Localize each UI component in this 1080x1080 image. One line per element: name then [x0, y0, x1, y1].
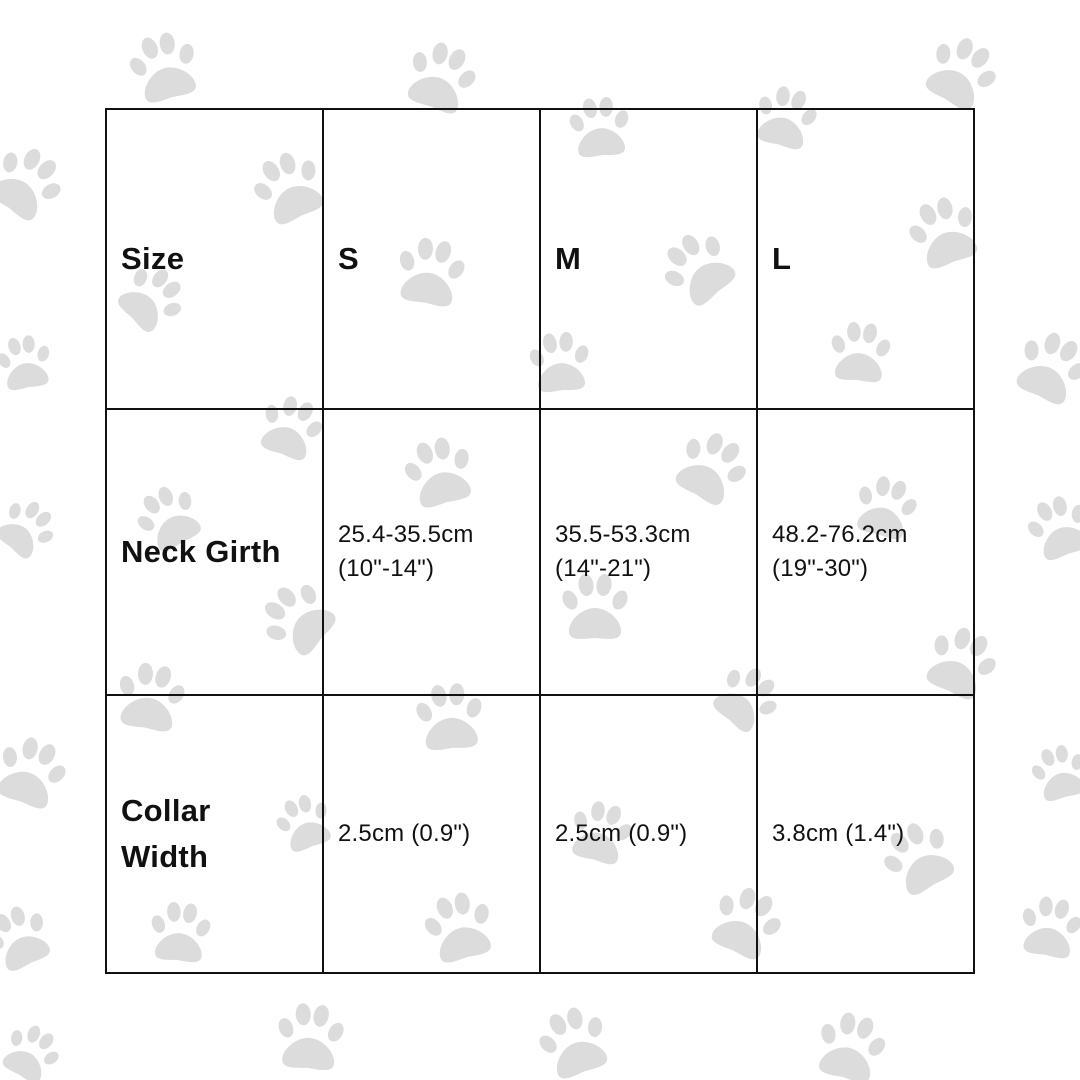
- table-cell: [757, 409, 974, 695]
- collar-width-m: 2.5cm (0.9"): [555, 820, 688, 847]
- paw-print-icon: [397, 33, 486, 119]
- paw-print-icon: [1019, 488, 1080, 566]
- paw-print-icon: [1025, 739, 1080, 805]
- row-label-collar: Collar: [121, 793, 211, 828]
- row-label-width: Width: [121, 839, 209, 874]
- row-label-cell: [106, 409, 323, 695]
- paw-print-icon: [0, 489, 66, 566]
- header-cell-size-m: [540, 109, 757, 409]
- collar-width-s: 2.5cm (0.9"): [338, 820, 471, 847]
- paw-print-icon: [1014, 892, 1080, 961]
- row-label-neck-girth: Neck Girth: [121, 534, 281, 569]
- paw-print-icon: [915, 25, 1010, 118]
- size-chart-table: [105, 108, 975, 974]
- paw-print-icon: [121, 25, 207, 107]
- collar-width-l: 3.8cm (1.4"): [772, 820, 905, 847]
- table-cell: [757, 695, 974, 973]
- table-cell: [323, 695, 540, 973]
- paw-print-icon: [529, 998, 618, 1080]
- table-row: [106, 409, 974, 695]
- neck-girth-s-in: (10"-14"): [338, 555, 435, 582]
- neck-girth-m-in: (14"-21"): [555, 555, 652, 582]
- table-row: [106, 695, 974, 973]
- header-cell-label: [106, 109, 323, 409]
- neck-girth-s-cm: 25.4-35.5cm: [338, 521, 474, 548]
- neck-girth-l-cm: 48.2-76.2cm: [772, 521, 908, 548]
- table-cell: [540, 409, 757, 695]
- paw-print-icon: [0, 728, 76, 814]
- paw-print-icon: [0, 331, 57, 393]
- table-cell: [323, 409, 540, 695]
- table-cell: [540, 695, 757, 973]
- paw-print-icon: [272, 1000, 349, 1072]
- size-header-label: Size: [121, 241, 185, 276]
- size-label-s: S: [338, 241, 359, 276]
- neck-girth-l-in: (19"-30"): [772, 555, 869, 582]
- paw-print-icon: [0, 896, 60, 977]
- header-cell-size-l: [757, 109, 974, 409]
- header-cell-size-s: [323, 109, 540, 409]
- size-label-m: M: [555, 241, 582, 276]
- paw-print-icon: [808, 1005, 894, 1080]
- row-label-cell: [106, 695, 323, 973]
- table-header-row: [106, 109, 974, 409]
- paw-print-icon: [1006, 321, 1080, 411]
- paw-print-icon: [0, 134, 75, 229]
- paw-print-icon: [0, 1015, 69, 1080]
- neck-girth-m-cm: 35.5-53.3cm: [555, 521, 691, 548]
- size-label-l: L: [772, 241, 792, 276]
